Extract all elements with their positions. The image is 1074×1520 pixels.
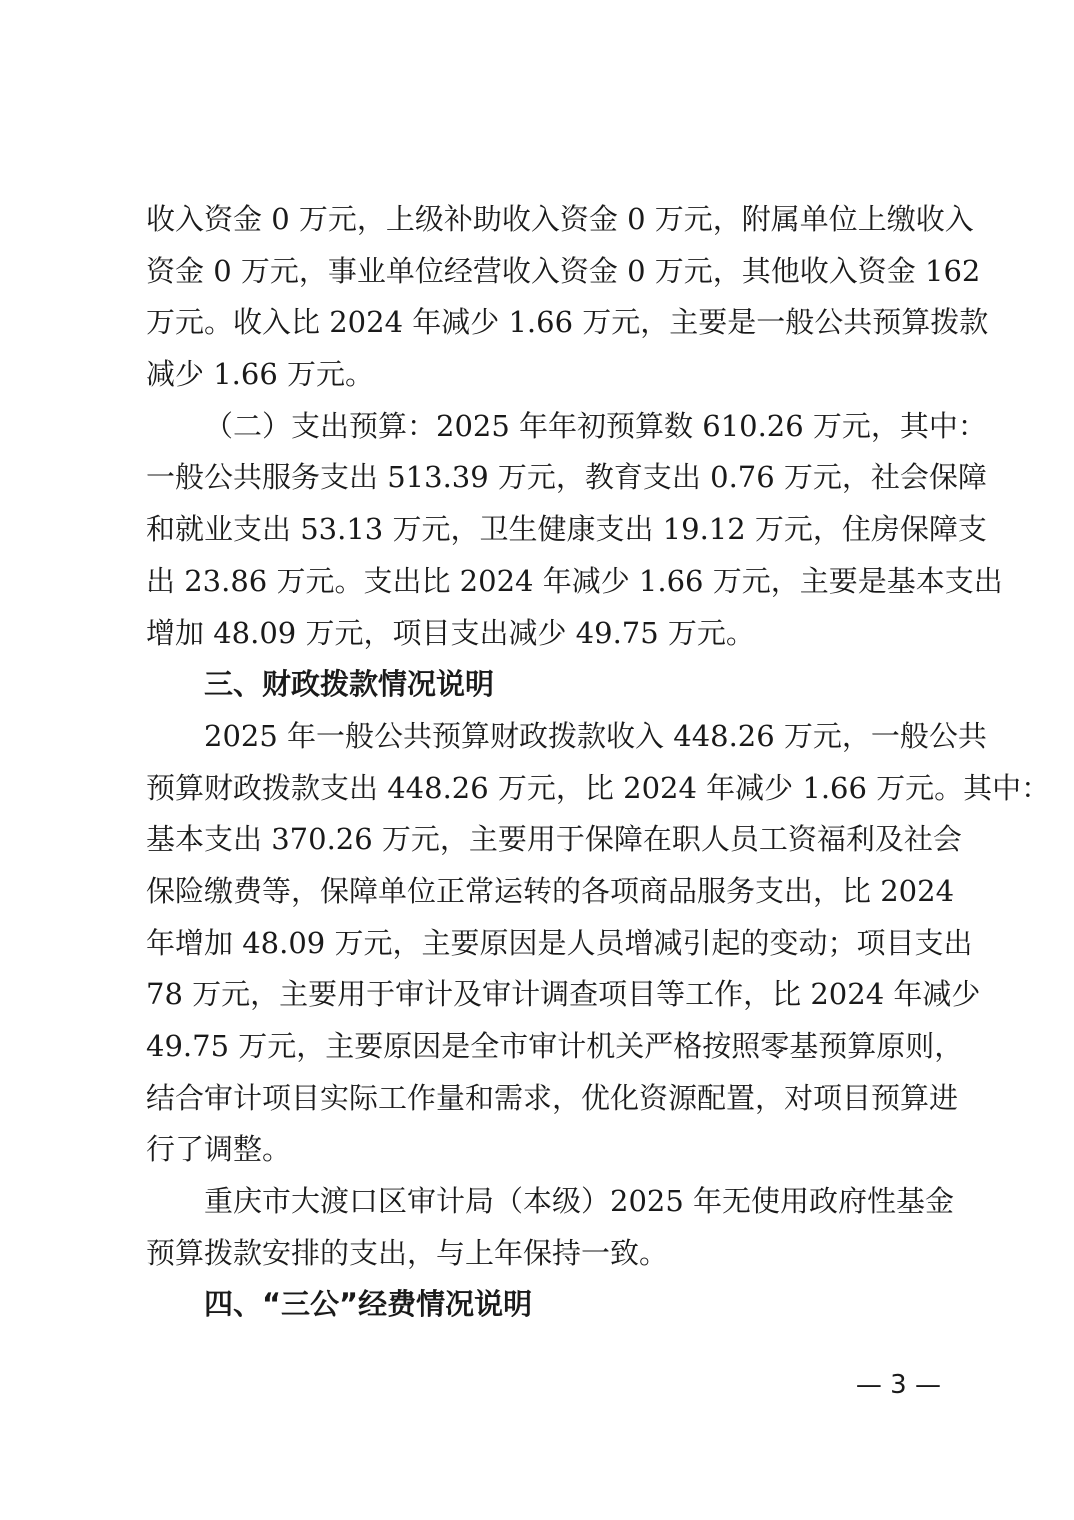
text-line: 结合审计项目实际工作量和需求，优化资源配置，对项目预算进 [146,1080,959,1115]
text-line: 一般公共服务支出 513.39 万元，教育支出 0.76 万元，社会保障 [146,460,987,495]
text-line: 和就业支出 53.13 万元，卫生健康支出 19.12 万元，住房保障支 [146,512,987,547]
text-line: （二）支出预算：2025 年年初预算数 610.26 万元，其中： [204,408,987,443]
text-line: 年增加 48.09 万元，主要原因是人员增减引起的变动；项目支出 [146,925,973,960]
text-line: 49.75 万元，主要原因是全市审计机关严格按照零基预算原则， [146,1029,964,1063]
text-line: 预算拨款安排的支出，与上年保持一致。 [146,1235,669,1270]
text-line: 减少 1.66 万元。 [146,357,375,392]
page-number: — 3 — [855,1370,941,1400]
document-body [146,194,1051,1331]
text-line: 78 万元，主要用于审计及审计调查项目等工作，比 2024 年减少 [146,977,981,1012]
paragraph-expenditure-budget [146,401,1003,659]
paragraph-income-continuation [146,194,989,401]
text-line: 万元。收入比 2024 年减少 1.66 万元，主要是一般公共预算拨款 [146,305,989,340]
text-line: 预算财政拨款支出 448.26 万元，比 2024 年减少 1.66 万元。其中： [146,770,1051,805]
section-heading-fiscal: 三、财政拨款情况说明 [204,667,495,702]
paragraph-government-fund [146,1176,955,1279]
section-heading-three-public: 四、“三公”经费情况说明 [204,1287,533,1322]
paragraph-fiscal-appropriation [146,711,1051,1176]
text-line: 基本支出 370.26 万元，主要用于保障在职人员工资福利及社会 [146,822,962,857]
text-line: 重庆市大渡口区审计局（本级）2025 年无使用政府性基金 [204,1184,955,1219]
text-line: 2025 年一般公共预算财政拨款收入 448.26 万元，一般公共 [204,718,987,753]
text-line: 收入资金 0 万元，上级补助收入资金 0 万元，附属单位上缴收入 [146,202,974,236]
text-line: 行了调整。 [146,1132,292,1167]
text-line: 资金 0 万元，事业单位经营收入资金 0 万元，其他收入资金 162 [146,253,981,288]
text-line: 增加 48.09 万元，项目支出减少 49.75 万元。 [146,615,755,650]
text-line: 出 23.86 万元。支出比 2024 年减少 1.66 万元，主要是基本支出 [146,563,1003,598]
text-line: 保险缴费等，保障单位正常运转的各项商品服务支出，比 2024 [146,873,955,908]
